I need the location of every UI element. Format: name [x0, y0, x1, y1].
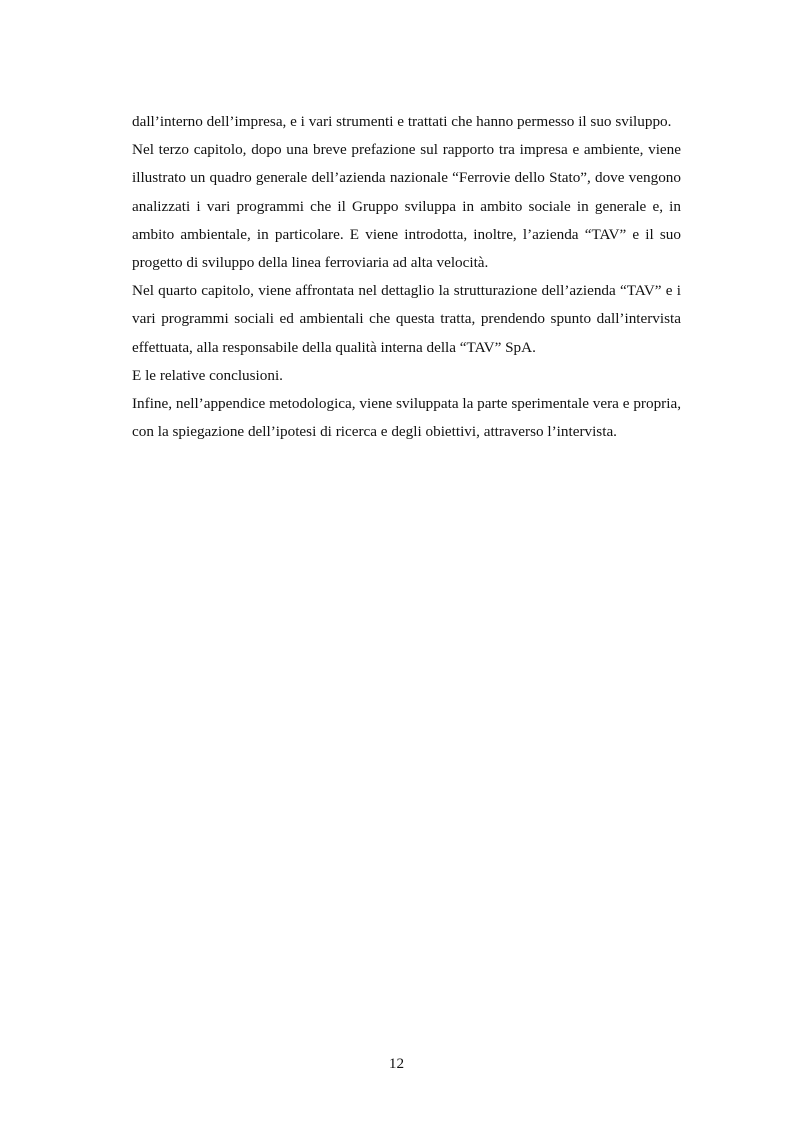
paragraph-chapter-four: Nel quarto capitolo, viene affrontata nel dettaglio la strutturazione dell’azienda “TAV” e i vari programmi sociali ed ambientali che questa tratta, prendendo spunto dall’intervista effettuata, alla responsabile della qualità interna della “TAV” SpA. [132, 282, 681, 356]
paragraph-appendix: Infine, nell’appendice metodologica, viene sviluppata la parte sperimentale vera e propria, con la spiegazione dell’ipotesi di ricerca e degli obiettivi, attraverso l’intervista. [132, 395, 681, 441]
body-text [132, 108, 681, 446]
paragraph-chapter-three: Nel terzo capitolo, dopo una breve prefazione sul rapporto tra impresa e ambiente, viene illustrato un quadro generale dell’azienda nazionale “Ferrovie dello Stato”, dove vengono analizzati i vari programmi che il Gruppo sviluppa in ambito sociale in generale e, in ambito ambientale, in particolare. E viene introdotta, inoltre, l’azienda “TAV” e il suo progetto di sviluppo della linea ferroviaria ad alta velocità. [132, 141, 681, 272]
page-number: 12 [388, 1055, 405, 1072]
paragraph-conclusions: E le relative conclusioni. [132, 366, 283, 384]
paragraph-continuation: dall’interno dell’impresa, e i vari strumenti e trattati che hanno permesso il suo sviluppo. [132, 113, 672, 130]
